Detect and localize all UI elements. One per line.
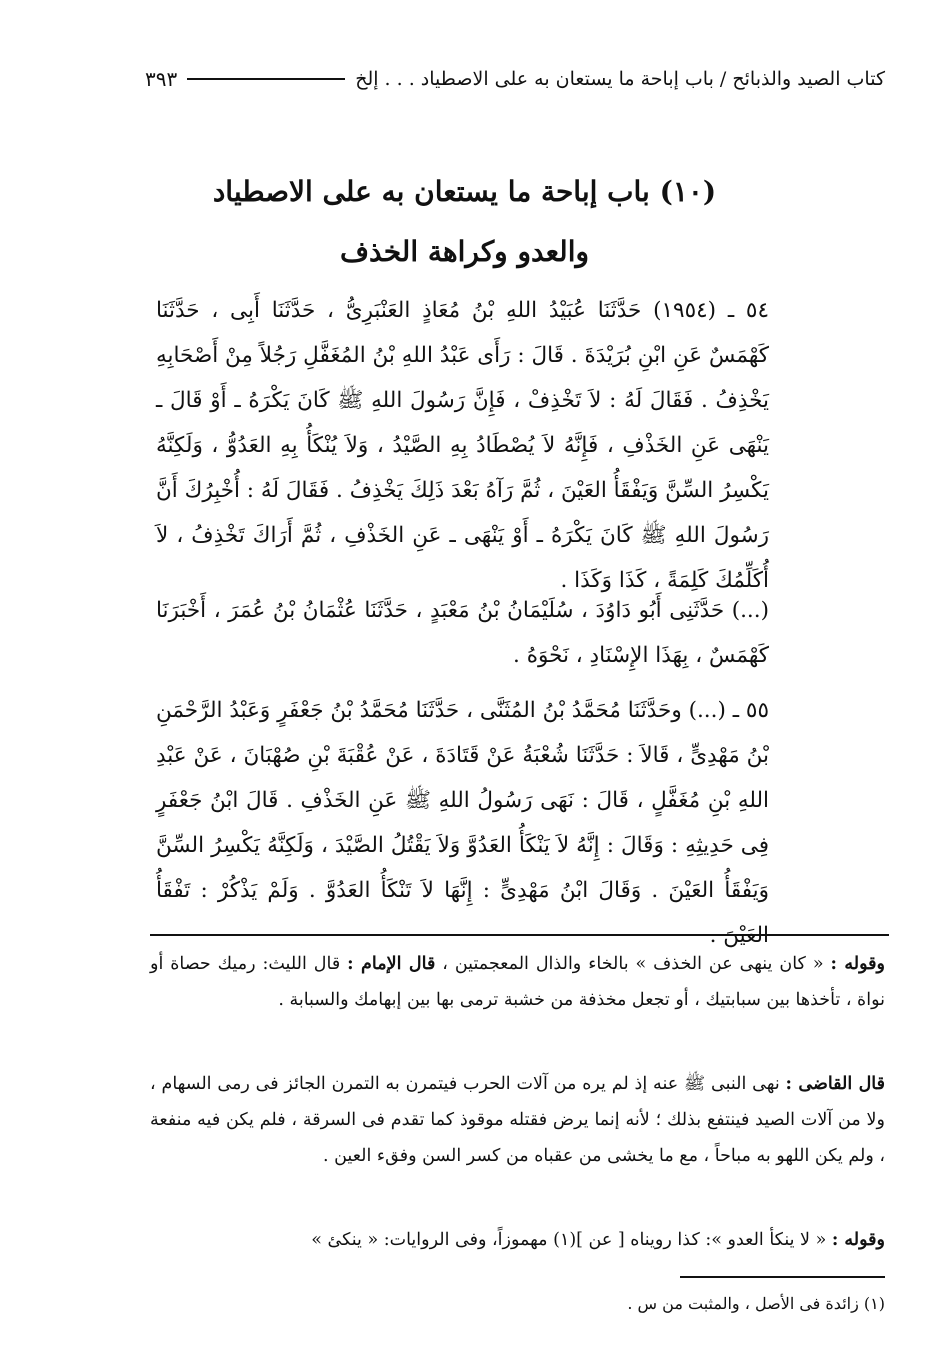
page-number: ٣٩٣ bbox=[145, 67, 178, 91]
chapter-heading-line2: والعدو وكراهة الخذف bbox=[339, 235, 590, 268]
commentary-text: نهى النبى ﷺ عنه إذ لم يره من آلات الحرب فيتمرن به التمرن الجائز فى رمى السهام ، ولا من آلات الصيد فينتفع بذلك ؛ لأنه إنما يرض فقتله موقوذ كما تقدم فى السرقة ، فلم يكن فيه منفعة ، ولم يكن اللهو به مباحاً ، مع ما يخشى من عقباه من كسر السن وفقء العين . bbox=[150, 1074, 885, 1166]
running-header bbox=[145, 62, 885, 96]
commentary-lead: وقوله : bbox=[830, 954, 885, 974]
commentary-text: قال الليث: رميك حصاة أو نواة ، تأخذها بين سبابتيك ، أو تجعل مخذفة من خشبة ترمى بها بين إبهامك والسبابة . bbox=[150, 954, 885, 1010]
hadith-55: ٥٥ ـ (...) وحَدَّثَنَا مُحَمَّدُ بْنُ المُثَنَّى ، حَدَّثَنَا مُحَمَّدُ بْنُ جَعْفَرٍ وَعَبْدُ الرَّحْمَنِ بْنُ مَهْدِىٍّ ، قَالاَ : حَدَّثَنَا شُعْبَةُ عَنْ قَتَادَةَ ، عَنْ عُقْبَةَ بْنِ صُهْبَانَ ، عَنْ عَبْدِ اللهِ بْنِ مُغَفَّلٍ ، قَالَ : نَهَى رَسُولُ اللهِ ﷺ عَنِ الخَذْفِ . قَالَ ابْنُ جَعْفَرٍ فِى حَدِيثِهِ : وَقَالَ : إِنَّهُ لاَ يَنْكَأُ العَدُوَّ وَلاَ يَقْتُلُ الصَّيْدَ ، وَلَكِنَّهُ يَكْسِرُ السِّنَّ وَيَفْقَأُ العَيْنَ . وَقَالَ ابْنُ مَهْدِىٍّ : إِنَّهَا لاَ تَنْكَأُ العَدُوَّ . وَلَمْ يَذْكُرْ : تَفْقَأُ العَيْنَ . bbox=[156, 698, 769, 948]
footnote-rule bbox=[680, 1276, 885, 1278]
commentary-text: « لا ينكأ العدو »: كذا رويناه [ عن ](١) مهموزاً، وفى الروايات: « ينكئ » bbox=[311, 1230, 832, 1250]
commentary-separator bbox=[150, 934, 889, 936]
commentary-lead: قال القاضى : bbox=[785, 1074, 885, 1094]
commentary-paragraph-3 bbox=[150, 1222, 885, 1258]
running-title: كتاب الصيد والذبائح / باب إباحة ما يستعان به على الاصطياد . . . إلخ bbox=[355, 68, 885, 90]
commentary-paragraph-2 bbox=[150, 1066, 885, 1174]
commentary-lead: وقوله : bbox=[831, 1230, 885, 1250]
hadith-54-chain: (...) حَدَّثَنِى أَبُو دَاوُدَ ، سُلَيْمَانُ بْنُ مَعْبَدٍ ، حَدَّثَنَا عُثْمَانُ بْنُ عُمَرَ ، أَخْبَرَنَا كَهْمَسٌ ، بِهَذَا الإِسْنَادِ ، نَحْوَهُ . bbox=[156, 598, 769, 668]
commentary-imam-label: قال الإمام : bbox=[347, 954, 436, 974]
commentary-paragraph-1 bbox=[150, 946, 885, 1018]
footnote: (١) زائدة فى الأصل ، والمثبت من س . bbox=[627, 1294, 885, 1313]
header-rule bbox=[187, 78, 345, 80]
chapter-heading-line1: (١٠) باب إباحة ما يستعان به على الاصطياد bbox=[212, 175, 717, 208]
commentary-text: « كان ينهى عن الخذف » بالخاء والذال المعجمتين ، bbox=[435, 954, 831, 974]
hadith-54: ٥٤ ـ (١٩٥٤) حَدَّثَنَا عُبَيْدُ اللهِ بْنُ مُعَاذٍ العَنْبَرِىُّ ، حَدَّثَنَا أَبِى ، حَدَّثَنَا كَهْمَسٌ عَنِ ابْنِ بُرَيْدَةَ . قَالَ : رَأَى عَبْدُ اللهِ بْنُ المُغَفَّلِ رَجُلاً مِنْ أَصْحَابِهِ يَخْذِفُ . فَقَالَ لَهُ : لاَ تَخْذِفْ ، فَإِنَّ رَسُولَ اللهِ ﷺ كَانَ يَكْرَهُ ـ أَوْ قَالَ ـ يَنْهَى عَنِ الخَذْفِ ، فَإِنَّهُ لاَ يُصْطَادُ بِهِ الصَّيْدُ ، وَلاَ يُنْكَأُ بِهِ العَدُوُّ ، وَلَكِنَّهُ يَكْسِرُ السِّنَّ وَيَفْقَأُ العَيْنَ ، ثُمَّ رَآهُ بَعْدَ ذَلِكَ يَخْذِفُ . فَقَالَ لَهُ : أُخْبِرُكَ أَنَّ رَسُولَ اللهِ ﷺ كَانَ يَكْرَهُ ـ أَوْ يَنْهَى ـ عَنِ الخَذْفِ ، ثُمَّ أَرَاكَ تَخْذِفُ ، لاَ أُكَلِّمُكَ كَلِمَةً ، كَذَا وَكَذَا . bbox=[156, 298, 769, 593]
